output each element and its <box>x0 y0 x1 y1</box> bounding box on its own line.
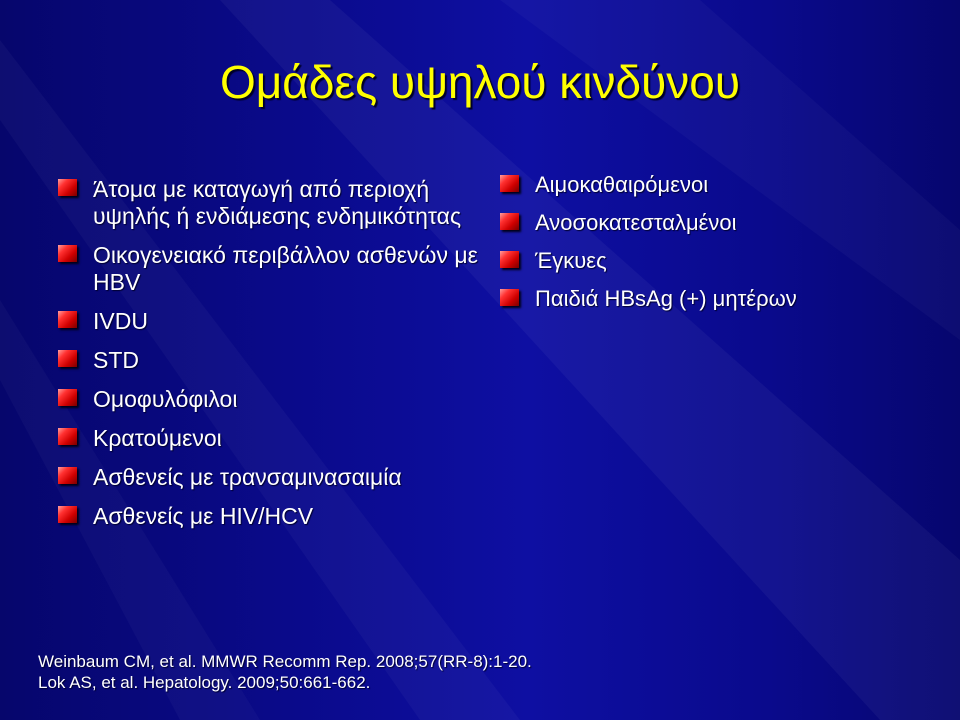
list-item-text: Ασθενείς με HIV/HCV <box>93 503 314 529</box>
list-item <box>58 386 478 413</box>
list-item <box>58 347 478 374</box>
square-bullet-icon <box>500 213 519 230</box>
list-item <box>58 176 478 230</box>
slide-title: Ομάδες υψηλού κινδύνου <box>219 56 740 108</box>
square-bullet-icon <box>58 506 77 523</box>
square-bullet-icon <box>500 175 519 192</box>
reference-line: Lok AS, et al. Hepatology. 2009;50:661-662. <box>38 673 371 692</box>
list-item-text: Ανοσοκατεσταλμένοι <box>535 210 737 235</box>
list-item <box>58 503 478 530</box>
list-item-text: Έγκυες <box>535 248 607 273</box>
list-item-text: Κρατούμενοι <box>93 425 222 451</box>
left-bullet-list <box>58 176 478 542</box>
list-item <box>58 308 478 335</box>
list-item-text: Αιμοκαθαιρόμενοι <box>535 172 709 197</box>
square-bullet-icon <box>58 311 77 328</box>
square-bullet-icon <box>500 289 519 306</box>
list-item <box>58 464 478 491</box>
list-item-text: STD <box>93 347 139 373</box>
right-bullet-list <box>500 172 940 324</box>
list-item-text: Παιδιά HBsAg (+) μητέρων <box>535 286 797 311</box>
square-bullet-icon <box>500 251 519 268</box>
list-item <box>500 286 940 312</box>
square-bullet-icon <box>58 389 77 406</box>
list-item <box>58 425 478 452</box>
list-item <box>500 172 940 198</box>
square-bullet-icon <box>58 467 77 484</box>
list-item-text: Ασθενείς με τρανσαμινασαιμία <box>93 464 402 490</box>
list-item <box>500 210 940 236</box>
list-item-text: Ομοφυλόφιλοι <box>93 386 238 412</box>
list-item-text: Οικογενειακό περιβάλλον ασθενών με HBV <box>93 242 478 295</box>
square-bullet-icon <box>58 179 77 196</box>
list-item <box>500 248 940 274</box>
square-bullet-icon <box>58 245 77 262</box>
references <box>38 651 938 693</box>
list-item <box>58 242 478 296</box>
list-item-text: IVDU <box>93 308 148 334</box>
reference-line: Weinbaum CM, et al. MMWR Recomm Rep. 2008;57(RR-8):1-20. <box>38 652 532 671</box>
list-item-text: Άτομα με καταγωγή από περιοχή υψηλής ή ενδιάμεσης ενδημικότητας <box>93 176 462 229</box>
square-bullet-icon <box>58 350 77 367</box>
square-bullet-icon <box>58 428 77 445</box>
